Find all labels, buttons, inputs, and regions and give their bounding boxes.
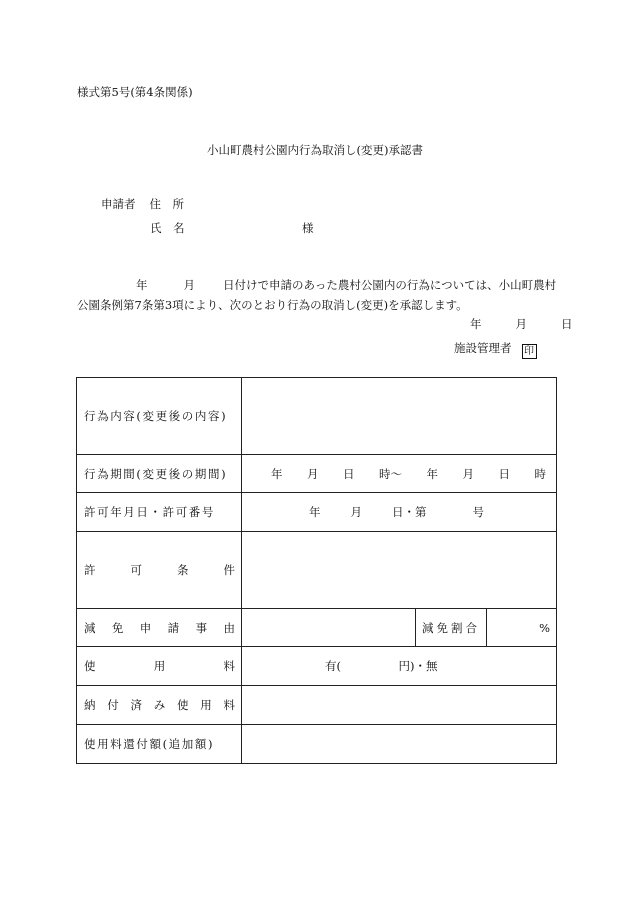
conditions-label-cell: [77, 532, 242, 609]
paid-fee-char: 使: [177, 698, 189, 712]
usage-fee-char: 用: [153, 659, 166, 673]
period-value: 年: [426, 466, 438, 481]
permit-month: 月: [350, 505, 362, 519]
body-month: 月: [183, 278, 195, 292]
row-action-content: [77, 378, 557, 455]
period-value: 日: [498, 466, 510, 481]
conditions-char: 件: [223, 563, 235, 577]
approval-form-table: [76, 377, 557, 764]
permit-day-number: 日・第: [392, 505, 427, 519]
conditions-char: 条: [177, 563, 189, 577]
action-content-label: 行為内容(変更後の内容): [84, 409, 228, 423]
action-period-label: 行為期間(変更後の期間): [84, 466, 228, 481]
permit-label-cell: [77, 493, 242, 532]
exemption-char: 免: [111, 620, 124, 635]
exemption-rate-field[interactable]: [487, 609, 557, 647]
conditions-char: 可: [130, 563, 142, 577]
paid-fee-char: 用: [200, 698, 212, 712]
facility-manager: [454, 343, 537, 359]
period-value: 年: [271, 466, 283, 481]
paid-fee-char: 付: [107, 698, 119, 712]
action-period-label-cell: [77, 455, 242, 493]
approval-month: 月: [515, 317, 527, 331]
period-value: 月: [462, 466, 474, 481]
applicant-address-label: [101, 199, 184, 211]
refund-label: 使用料還付額(追加額): [84, 737, 215, 751]
action-period-field[interactable]: [242, 455, 557, 493]
period-value: 時: [534, 466, 546, 481]
applicant-label: 申請者: [101, 197, 136, 211]
body-line1-text: 日付けで申請のあった農村公園内の行為については、小山町農村: [223, 278, 557, 292]
name-label: 氏 名: [150, 221, 185, 235]
paid-fee-char: 納: [84, 698, 96, 712]
permit-field[interactable]: [242, 493, 557, 532]
body-text-line1: [136, 280, 556, 292]
body-year: 年: [136, 278, 148, 292]
paid-fee-char: み: [153, 698, 166, 712]
usage-fee-char: 料: [223, 659, 235, 673]
period-value: 月: [307, 466, 319, 481]
approval-day: 日: [561, 317, 573, 331]
paid-fee-field[interactable]: [242, 686, 557, 725]
paid-fee-char: 済: [130, 698, 142, 712]
exemption-char: 由: [223, 620, 235, 635]
row-usage-fee: [77, 647, 557, 686]
row-paid-fee: [77, 686, 557, 725]
conditions-char: 許: [84, 563, 96, 577]
exemption-reason-field[interactable]: [242, 609, 416, 647]
honorific: 様: [302, 221, 314, 235]
row-conditions: [77, 532, 557, 609]
body-text-line2: 公園条例第7条第3項により、次のとおり行為の取消し(変更)を承認します。: [77, 298, 468, 312]
exemption-char: 請: [167, 620, 180, 635]
exemption-rate-label-cell: [416, 609, 487, 647]
document-title: 小山町農村公園内行為取消し(変更)承認書: [207, 143, 423, 157]
exemption-char: 減: [84, 620, 96, 635]
form-number: 様式第5号(第4条関係): [77, 85, 193, 99]
usage-fee-char: 使: [84, 659, 96, 673]
period-value: 日: [343, 466, 355, 481]
row-action-period: [77, 455, 557, 493]
permit-number-suffix: 号: [472, 505, 484, 519]
action-content-label-cell: [77, 378, 242, 455]
permit-year: 年: [309, 505, 321, 519]
approval-date: [470, 319, 573, 331]
manager-label: 施設管理者: [454, 341, 512, 355]
exemption-rate-label: 減免割合: [422, 620, 480, 635]
row-exemption: [77, 609, 557, 647]
action-content-field[interactable]: [242, 378, 557, 455]
seal-mark: 印: [522, 344, 537, 359]
refund-field[interactable]: [242, 725, 557, 764]
period-value: 時〜: [379, 466, 402, 481]
usage-fee-value: 有( 円)・無: [325, 659, 438, 673]
percent-unit: %: [539, 620, 551, 635]
exemption-char: 事: [195, 620, 208, 635]
exemption-reason-label-cell: [77, 609, 242, 647]
refund-label-cell: [77, 725, 242, 764]
paid-fee-char: 料: [223, 698, 235, 712]
usage-fee-field[interactable]: [242, 647, 557, 686]
row-refund: [77, 725, 557, 764]
row-permit: [77, 493, 557, 532]
paid-fee-label-cell: [77, 686, 242, 725]
permit-label: 許可年月日・許可番号: [84, 505, 215, 519]
approval-year: 年: [470, 317, 482, 331]
conditions-field[interactable]: [242, 532, 557, 609]
exemption-char: 申: [139, 620, 152, 635]
usage-fee-label-cell: [77, 647, 242, 686]
address-label: 住 所: [149, 197, 184, 211]
